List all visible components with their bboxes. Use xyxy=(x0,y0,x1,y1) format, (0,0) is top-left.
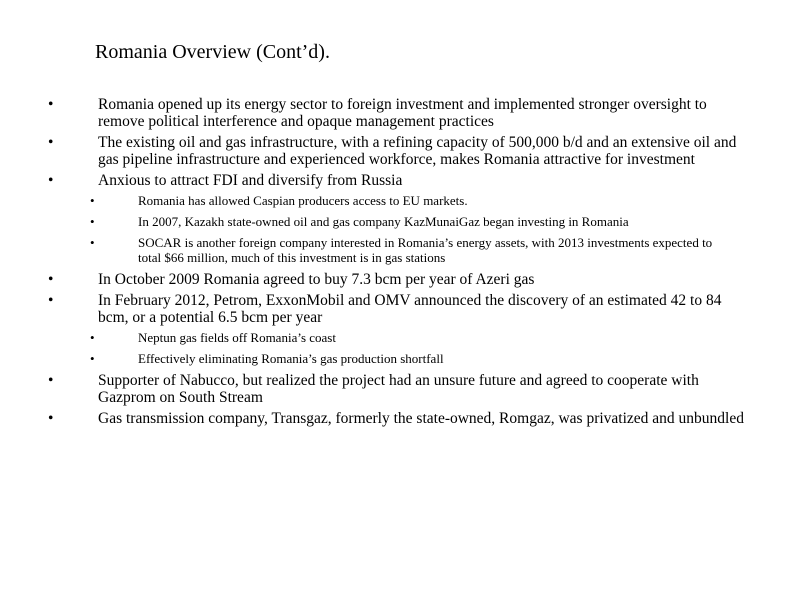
bullet-icon: • xyxy=(90,214,95,229)
bullet-icon: • xyxy=(90,330,95,345)
bullet-item xyxy=(0,410,750,427)
bullet-icon: • xyxy=(48,372,54,389)
bullet-icon: • xyxy=(48,271,54,288)
bullet-text: The existing oil and gas infrastructure, with a refining capacity of 500,000 b/d and an extensive oil and gas pipeline infrastructure and experienced workforce, makes Romania attractive for investment xyxy=(98,134,737,168)
sub-bullet-text: Neptun gas fields off Romania’s coast xyxy=(138,330,336,345)
bullet-item xyxy=(0,172,750,189)
bullet-icon: • xyxy=(48,292,54,309)
bullet-icon: • xyxy=(90,235,95,250)
sub-bullet-item xyxy=(0,193,728,208)
bullet-icon: • xyxy=(90,351,95,366)
sub-bullet-text: Effectively eliminating Romania’s gas production shortfall xyxy=(138,351,444,366)
slide-title: Romania Overview (Cont’d). xyxy=(95,41,330,63)
sub-bullet-item xyxy=(0,214,728,229)
bullet-text: Supporter of Nabucco, but realized the project had an unsure future and agreed to cooperate with Gazprom on South Stream xyxy=(98,372,699,406)
bullet-item xyxy=(0,271,750,288)
bullet-icon: • xyxy=(48,134,54,151)
bullet-text: In February 2012, Petrom, ExxonMobil and OMV announced the discovery of an estimated 42 to 84 bcm, or a potential 6.5 bcm per year xyxy=(98,292,722,326)
bullet-text: Gas transmission company, Transgaz, formerly the state-owned, Romgaz, was privatized and unbundled xyxy=(98,410,744,427)
sub-bullet-item xyxy=(0,330,728,345)
bullet-icon: • xyxy=(48,410,54,427)
sub-bullet-text: In 2007, Kazakh state-owned oil and gas company KazMunaiGaz began investing in Romania xyxy=(138,214,629,229)
bullet-item xyxy=(0,292,750,326)
bullet-text: In October 2009 Romania agreed to buy 7.3 bcm per year of Azeri gas xyxy=(98,271,535,288)
bullet-item xyxy=(0,96,750,130)
bullet-text: Romania opened up its energy sector to foreign investment and implemented stronger oversight to remove political interference and opaque management practices xyxy=(98,96,707,130)
bullet-item xyxy=(0,372,750,406)
bullet-text: Anxious to attract FDI and diversify from Russia xyxy=(98,172,403,189)
bullet-icon: • xyxy=(48,96,54,113)
sub-bullet-item xyxy=(0,235,728,265)
sub-bullet-item xyxy=(0,351,728,366)
bullet-item xyxy=(0,134,750,168)
bullet-list xyxy=(0,96,800,431)
bullet-icon: • xyxy=(90,193,95,208)
sub-bullet-text: SOCAR is another foreign company interested in Romania’s energy assets, with 2013 investments expected to total $66 million, much of this investment is in gas stations xyxy=(138,235,713,265)
bullet-icon: • xyxy=(48,172,54,189)
sub-bullet-text: Romania has allowed Caspian producers access to EU markets. xyxy=(138,193,468,208)
